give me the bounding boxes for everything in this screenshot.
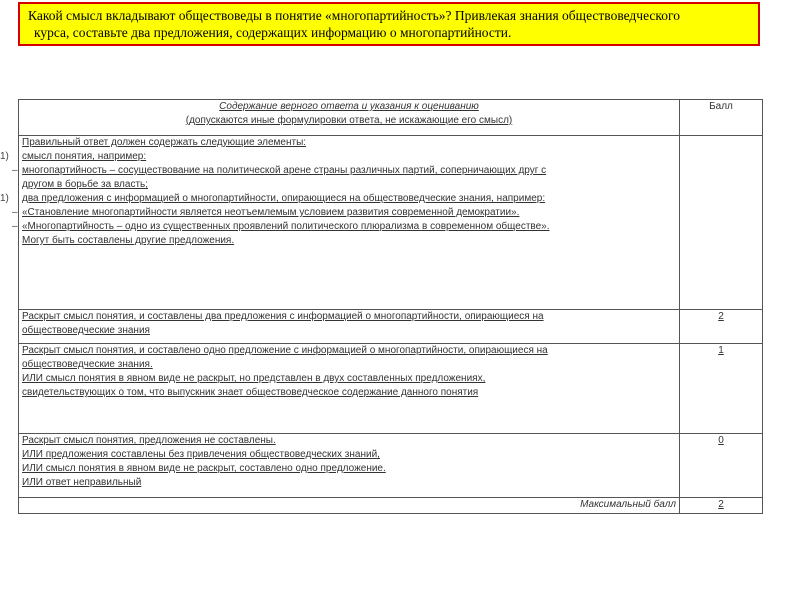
- criteria-0-line-3: ИЛИ смысл понятия в явном виде не раскрыт, составлено одно предложение.: [22, 463, 386, 474]
- criteria-2-score-cell: [680, 310, 763, 344]
- max-score-row: [19, 498, 763, 514]
- answer-item-1-text-b: другом в борьбе за власть;: [22, 179, 149, 190]
- answer-example-2-row: [12, 220, 676, 234]
- criteria-0-cell: [19, 434, 680, 498]
- criteria-0-line-1: Раскрыт смысл понятия, предложения не составлены.: [22, 435, 276, 446]
- criteria-row-2: [19, 310, 763, 344]
- answer-example-1: «Становление многопартийности является неотъемлемым условием развития современной демократии».: [22, 207, 520, 218]
- question-line-1: Какой смысл вкладывают обществоведы в понятие «многопартийность»? Привлекая знания обществоведческого: [28, 8, 680, 23]
- answer-example-2-dash: –: [12, 221, 18, 232]
- criteria-1-line-2: обществоведческие знания.: [22, 359, 153, 370]
- table-header-row: [19, 100, 763, 136]
- criteria-1-score-cell: [680, 344, 763, 434]
- max-score-value-cell: [680, 498, 763, 514]
- criteria-0-line-2: ИЛИ предложения составлены без привлечения обществоведческих знаний,: [22, 449, 380, 460]
- content-header-title: Содержание верного ответа и указания к оцениванию: [219, 101, 479, 112]
- answer-example-1-row: [12, 206, 676, 220]
- criteria-row-0: [19, 434, 763, 498]
- answer-item-1-text-a: многопартийность – сосуществование на политической арене страны различных партий, соперничающих друг с: [22, 165, 547, 176]
- score-header-label: Балл: [709, 101, 733, 112]
- grading-table: [0, 99, 763, 514]
- criteria-0-score: 0: [718, 435, 724, 446]
- max-score-label: Максимальный балл: [580, 499, 676, 510]
- answer-item-2-marker: 1): [0, 193, 9, 204]
- answer-item-2-label-row: [0, 192, 676, 206]
- answer-item-2-label: два предложения с информацией о многопартийности, опирающиеся на обществоведческие знания, например:: [22, 193, 546, 204]
- criteria-1-line-4: свидетельствующих о том, что выпускник знает обществоведческое содержание данного понятия: [22, 387, 479, 398]
- criteria-2-line-1: Раскрыт смысл понятия, и составлены два предложения с информацией о многопартийности, опирающиеся на: [22, 311, 544, 322]
- criteria-1-cell: [19, 344, 680, 434]
- correct-answer-row: [19, 136, 763, 310]
- answer-item-1-label: смысл понятия, например:: [22, 151, 147, 162]
- criteria-1-score: 1: [718, 345, 724, 356]
- question-line-2: курса, составьте два предложения, содержащих информацию о многопартийности.: [34, 25, 512, 40]
- answer-example-2: «Многопартийность – одно из существенных проявлений политического плюрализма в современном обществе».: [22, 221, 550, 232]
- question-box: [18, 2, 760, 46]
- correct-answer-cell: [0, 136, 680, 310]
- answer-item-1-dash: –: [12, 165, 18, 176]
- answer-item-1-text-row: [12, 164, 676, 178]
- content-header-cell: [19, 100, 680, 136]
- criteria-2-line-2: обществоведческие знания: [22, 325, 150, 336]
- criteria-2-score: 2: [718, 311, 724, 322]
- correct-answer-score-cell: [680, 136, 763, 310]
- criteria-2-cell: [19, 310, 680, 344]
- answer-item-1-label-row: [0, 150, 676, 164]
- answer-other-note: Могут быть составлены другие предложения.: [22, 235, 235, 246]
- criteria-0-score-cell: [680, 434, 763, 498]
- content-header-note: (допускаются иные формулировки ответа, не искажающие его смысл): [185, 115, 513, 126]
- criteria-0-line-4: ИЛИ ответ неправильный: [22, 477, 142, 488]
- answer-item-1-marker: 1): [0, 151, 9, 162]
- criteria-row-1: [19, 344, 763, 434]
- criteria-1-line-3: ИЛИ смысл понятия в явном виде не раскрыт, но представлен в двух составленных предложениях,: [22, 373, 486, 384]
- score-header-cell: [680, 100, 763, 136]
- max-score-value: 2: [718, 499, 724, 510]
- max-score-label-cell: [19, 498, 680, 514]
- criteria-1-line-1: Раскрыт смысл понятия, и составлено одно предложение с информацией о многопартийности, опирающиеся на: [22, 345, 548, 356]
- answer-example-1-dash: –: [12, 207, 18, 218]
- answer-intro: Правильный ответ должен содержать следующие элементы:: [22, 137, 307, 148]
